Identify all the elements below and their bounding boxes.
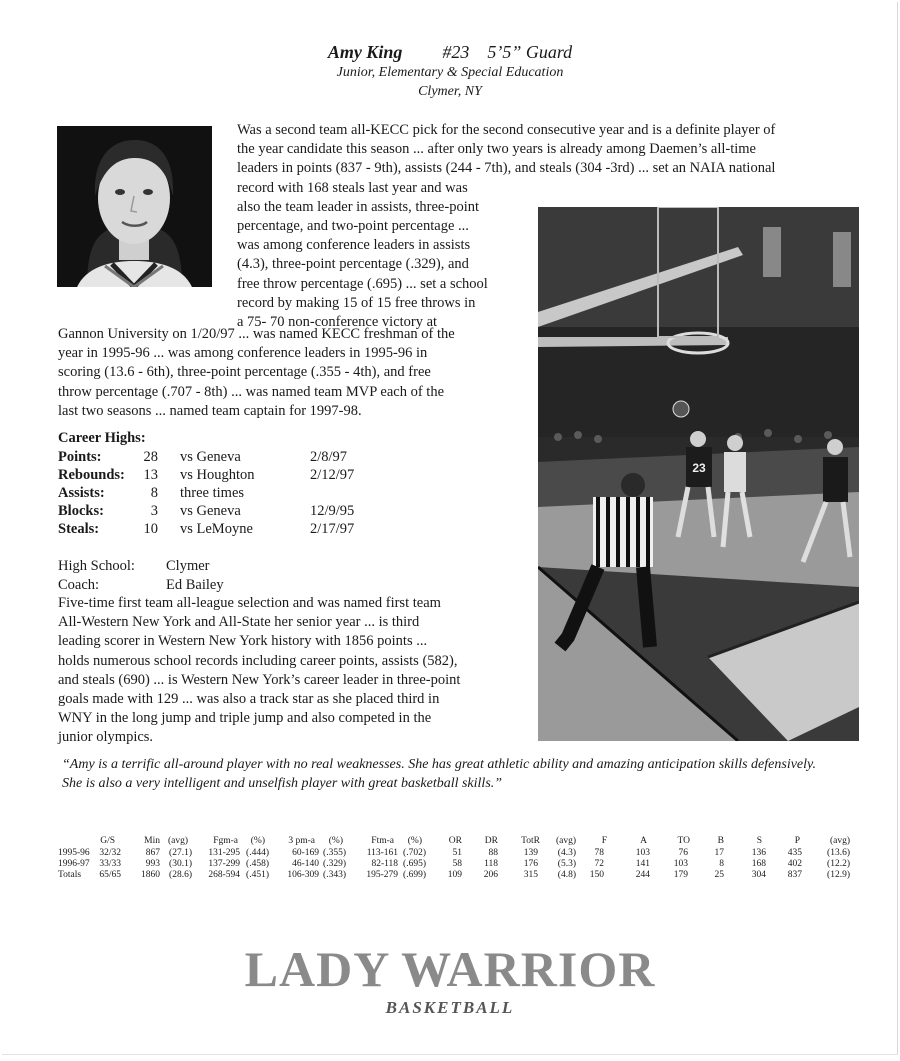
hs-bio-line: goals made with 129 ... was also a track star as she placed third in — [58, 690, 440, 707]
stats-cell: 139 — [523, 848, 538, 858]
player-header — [0, 42, 900, 63]
stats-cell: 109 — [447, 870, 462, 880]
stats-cell: 103 — [635, 848, 650, 858]
stats-cell: 8 — [719, 859, 724, 869]
stats-header-cell: B — [717, 836, 724, 846]
stats-cell: (.444) — [246, 848, 269, 858]
bio-line: last two seasons ... named team captain for 1997-98. — [58, 402, 362, 419]
bio-line: free throw percentage (.695) ... set a school — [237, 275, 488, 292]
stats-cell: 72 — [594, 859, 604, 869]
photo-jersey-number: 23 — [692, 461, 706, 475]
stats-header-cell: (%) — [250, 836, 265, 846]
stats-cell: (.695) — [403, 859, 426, 869]
stats-cell: 103 — [673, 859, 688, 869]
hs-bio-line: All-Western New York and All-State her senior year ... is third — [58, 614, 420, 631]
stats-cell: (13.6) — [827, 848, 850, 858]
stats-cell: 837 — [787, 870, 802, 880]
stats-header-cell: DR — [484, 836, 498, 846]
career-high-label: Rebounds: — [58, 467, 125, 483]
career-high-date: 12/9/95 — [310, 503, 355, 519]
stats-cell: (.702) — [403, 848, 426, 858]
hs-bio-line: and steals (690) ... is Western New York’s career leader in three-point — [58, 671, 461, 688]
stats-cell: 435 — [787, 848, 802, 858]
career-high-date: 2/12/97 — [310, 467, 355, 483]
stats-header-cell: Min — [144, 836, 160, 846]
career-high-date: 2/8/97 — [310, 449, 348, 465]
high-school-label: High School: — [58, 558, 135, 574]
career-high-opponent: vs Houghton — [180, 467, 255, 483]
stats-header-cell: 3 pm-a — [288, 836, 315, 846]
career-high-opponent: three times — [180, 485, 245, 501]
stats-cell: 106-309 — [287, 870, 319, 880]
logo-title: LADY WARRIOR — [244, 941, 656, 997]
stats-cell: 137-299 — [208, 859, 240, 869]
stats-cell: 244 — [635, 870, 650, 880]
stats-cell: 60-169 — [292, 848, 319, 858]
stats-header-cell: G/S — [100, 836, 115, 846]
stats-cell: (.699) — [403, 870, 426, 880]
stats-cell: (27.1) — [169, 848, 192, 858]
stats-cell: (4.8) — [557, 870, 576, 880]
player-portrait — [57, 126, 212, 287]
stats-cell: 1860 — [141, 870, 160, 880]
stats-cell: 65/65 — [99, 870, 121, 880]
stats-cell: 33/33 — [99, 859, 121, 869]
stats-cell: (.451) — [246, 870, 269, 880]
bio-line: the year candidate this season ... after only two years is already among Daemen’s all-time — [237, 141, 756, 158]
quote-line-1: “Amy is a terrific all-around player with no real weaknesses. She has great athletic ability and amazing anticipation skills defensively. — [62, 757, 816, 772]
stats-cell: 25 — [714, 870, 724, 880]
stats-cell: 32/32 — [99, 848, 121, 858]
stats-cell: 150 — [589, 870, 604, 880]
bio-line: percentage, and two-point percentage ... — [237, 217, 469, 234]
bio-line: a 75- 70 non-conference victory at — [237, 313, 438, 330]
career-high-value: 28 — [143, 449, 158, 465]
career-high-value: 8 — [150, 485, 158, 501]
bio-line: was among conference leaders in assists — [237, 237, 471, 254]
lady-warrior-logo — [0, 942, 900, 1018]
stats-cell: 78 — [594, 848, 604, 858]
bio-line: year in 1995-96 ... was among conference leaders in 1995-96 in — [58, 345, 428, 362]
bio-line: leaders in points (837 - 9th), assists (244 - 7th), and steals (304 -3rd) ... set an NAIA national — [237, 160, 776, 177]
stats-cell: 315 — [523, 870, 538, 880]
bio-line: record with 168 steals last year and was — [237, 179, 468, 196]
hs-bio-line: leading scorer in Western New York history with 1856 points ... — [58, 633, 428, 650]
coach-name: Ed Bailey — [166, 577, 224, 593]
player-class-major: Junior, Elementary & Special Education — [336, 65, 564, 80]
bio-line: Was a second team all-KECC pick for the second consecutive year and is a definite player of — [237, 122, 776, 138]
player-number: #23 — [442, 42, 470, 62]
stats-header-cell: P — [794, 836, 800, 846]
bio-line: record by making 15 of 15 free throws in — [237, 294, 476, 311]
career-high-label: Assists: — [58, 485, 105, 501]
stats-cell: (12.2) — [827, 859, 850, 869]
stats-header-cell: OR — [448, 836, 462, 846]
bio-line: Gannon University on 1/20/97 ... was named KECC freshman of the — [58, 326, 455, 342]
career-high-label: Steals: — [58, 521, 100, 537]
player-height-position: 5’5” Guard — [487, 42, 573, 62]
stats-cell: 82-118 — [371, 859, 398, 869]
stats-header-cell: Fgm-a — [213, 836, 238, 846]
stats-cell: (5.3) — [557, 859, 576, 869]
stats-cell: 46-140 — [292, 859, 319, 869]
career-high-opponent: vs LeMoyne — [180, 521, 253, 537]
stats-cell: 206 — [483, 870, 498, 880]
quote-line-2: She is also a very intelligent and unselfish player with great basketball skills.” — [62, 776, 503, 791]
bio-line: also the team leader in assists, three-point — [237, 198, 479, 215]
stats-cell: 867 — [145, 848, 160, 858]
career-high-value: 13 — [143, 467, 158, 483]
career-high-opponent: vs Geneva — [180, 503, 241, 519]
stats-cell: 268-594 — [208, 870, 240, 880]
hs-bio-line: Five-time first team all-league selection and was named first team — [58, 595, 441, 611]
stats-cell: (.458) — [246, 859, 269, 869]
stats-cell: 76 — [678, 848, 688, 858]
stats-season: 1996-97 — [58, 859, 90, 869]
career-highs-title: Career Highs: — [58, 430, 146, 446]
bio-line: scoring (13.6 - 6th), three-point percentage (.355 - 4th), and free — [58, 364, 431, 381]
career-high-label: Blocks: — [58, 503, 104, 519]
bio-line: (4.3), three-point percentage (.329), and — [237, 256, 469, 273]
career-high-value: 10 — [143, 521, 158, 537]
career-high-value: 3 — [150, 503, 158, 519]
stats-cell: 168 — [751, 859, 766, 869]
hs-bio-line: junior olympics. — [58, 729, 154, 746]
stats-season: Totals — [58, 870, 82, 880]
stats-season: 1995-96 — [58, 848, 90, 858]
stats-cell: (.343) — [323, 870, 346, 880]
stats-header-cell: TotR — [521, 836, 540, 846]
hs-bio-line: WNY in the long jump and triple jump and also competed in the — [58, 710, 432, 727]
career-high-date: 2/17/97 — [310, 521, 355, 537]
bio-block-2 — [58, 325, 455, 421]
career-high-opponent: vs Geneva — [180, 449, 241, 465]
coach-label: Coach: — [58, 577, 100, 593]
stats-header-cell: (avg) — [555, 836, 576, 846]
high-school-bio — [58, 594, 460, 748]
stats-cell: 179 — [673, 870, 688, 880]
stats-cell: (28.6) — [169, 870, 192, 880]
high-school-name: Clymer — [166, 558, 210, 574]
coach-quote — [62, 755, 872, 793]
player-name: Amy King — [327, 42, 403, 62]
stats-cell: (4.3) — [557, 848, 576, 858]
stats-cell: (.355) — [323, 848, 346, 858]
stats-header-cell: S — [756, 836, 762, 846]
stats-cell: 113-161 — [366, 848, 398, 858]
stats-cell: 176 — [523, 859, 538, 869]
stats-cell: (.329) — [323, 859, 346, 869]
stats-cell: 993 — [145, 859, 160, 869]
stats-header-cell: (avg) — [829, 836, 850, 846]
hs-bio-line: holds numerous school records including career points, assists (582), — [58, 652, 458, 669]
stats-cell: (30.1) — [169, 859, 192, 869]
stats-cell: 51 — [452, 848, 462, 858]
stats-header-cell: (%) — [328, 836, 343, 846]
stats-cell: (12.9) — [827, 870, 850, 880]
stats-header-cell: Ftm-a — [371, 836, 394, 846]
stats-cell: 402 — [787, 859, 802, 869]
stats-cell: 304 — [751, 870, 766, 880]
stats-cell: 195-279 — [366, 870, 398, 880]
career-high-label: Points: — [58, 449, 102, 465]
logo-subtitle: BASKETBALL — [385, 998, 515, 1017]
stats-header-cell: (avg) — [167, 836, 188, 846]
stats-header-cell: F — [601, 836, 607, 846]
stats-cell: 88 — [488, 848, 498, 858]
stats-cell: 141 — [635, 859, 650, 869]
stats-cell: 17 — [714, 848, 724, 858]
action-photo — [538, 207, 859, 741]
player-hometown: Clymer, NY — [418, 84, 482, 99]
stats-cell: 118 — [484, 859, 498, 869]
stats-header-cell: TO — [677, 836, 690, 846]
stats-cell: 131-295 — [208, 848, 240, 858]
stats-cell: 136 — [751, 848, 766, 858]
stats-header-cell: A — [640, 836, 647, 846]
stats-header-cell: (%) — [407, 836, 422, 846]
stats-cell: 58 — [452, 859, 462, 869]
bio-line: throw percentage (.707 - 8th) ... was named team MVP each of the — [58, 383, 444, 400]
